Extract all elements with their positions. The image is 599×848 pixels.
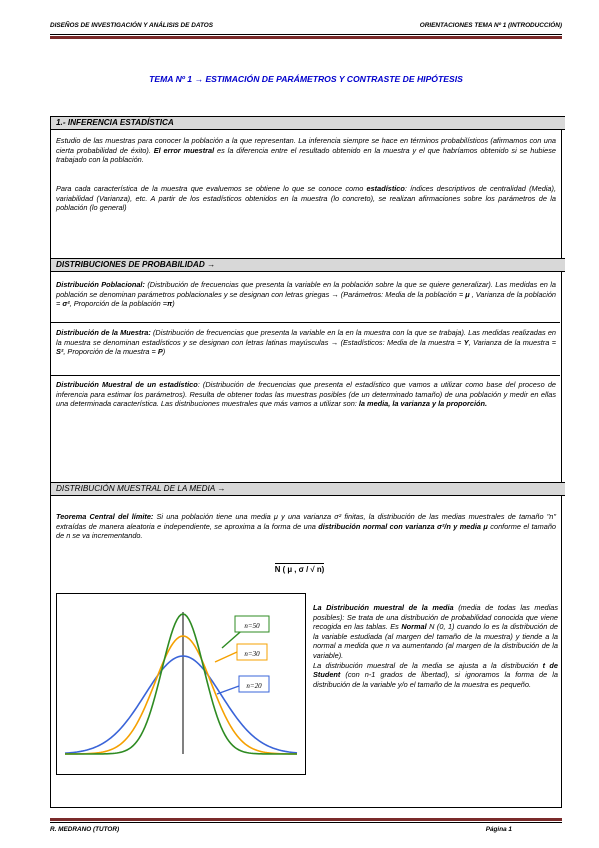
label-n50-group (222, 616, 269, 648)
formula-text: N ( μ , σ / √ n) (274, 565, 325, 574)
label-n20: n=20 (246, 682, 262, 690)
page-title: TEMA Nº 1 → ESTIMACIÓN DE PARÁMETROS Y CONTRASTE DE HIPÓTESIS (149, 74, 463, 84)
header-right: ORIENTACIONES TEMA Nº 1 (INTRODUCCIÓN) (419, 22, 562, 29)
paragraph-poblacional: Distribución Poblacional: (Distribución de frecuencias que presenta la variable en la población sobre la que se quiere generalizar). Las medidas en la población se denominan parámetros poblacionales y se designan con letras griegas → (Parámetros: Media de la población = μ , Varianza de la población = σ², Proporción de la población =π) (56, 280, 556, 309)
footer-rule-accent (50, 818, 562, 821)
paragraph-muestral: Distribución Muestral de un estadístico: (Distribución de frecuencias que presenta el estadístico que vamos a utilizar como base del proceso de inferencia para estimar los parámetros). Resulta de obtener todas las muestras posibles (de un determinado tamaño) de una población y medir en ellas una determinada característica. Las distribuciones muestrales que más vamos a utilizar son: la media, la varianza y la proporción. (56, 380, 556, 409)
footer-rule (50, 822, 562, 823)
divider (51, 322, 560, 323)
paragraph-inferencia: Estudio de las muestras para conocer la población a la que representan. La inferencia siempre se hace en términos probabilísticos (afirmamos con una cierta probabilidad de éxito). El error muestral es la diferencia entre el resultado obtenido en la muestra y el que habríamos obtenido si se hubiese trabajado con la población. (56, 136, 556, 165)
header-rule-accent (50, 36, 562, 39)
formula (0, 565, 599, 574)
header-rule (50, 34, 562, 35)
paragraph-muestra: Distribución de la Muestra: (Distribución de frecuencias que presenta la variable en la en la muestra con la que se trabaja). Las medidas realizadas en la muestra se denominan estadísticos y se designan con letras latinas mayúsculas → (Estadísticos: Media de la muestra = Y, Varianza de la muestra = S², Proporción de la muestra = P) (56, 328, 557, 357)
paragraph-teorema: Teorema Central del límite: Si una población tiene una media μ y una varianza σ² finitas, la distribución de las medias muestrales de tamaño "n" extraídas de manera aleatoria e independiente, se aproxima a la forma de una distribución normal con varianza σ²/n y media μ conforme el tamaño de n se va incrementando. (56, 512, 556, 541)
footer-left: R. MEDRANO (TUTOR) (50, 826, 120, 833)
pointer-n30 (215, 652, 237, 662)
paragraph-distribucion-media: La Distribución muestral de la media (media de todas las medias posibles): Se trata de una distribución de probabilidad conocida que viene recogida en las tablas. Es Normal N (0, 1) cuando lo es la distribución de la variable estudiada (al margen del tamaño de la muestra) y tiende a la normal a medida que n va aumentando (al margen de la distribución de la variable). La distribución muestral de la media se ajusta a la distribución t de Student (con n-1 grados de libertad), si ignoramos la forma de la distribución de la variable y/o el tamaño de la muestra es pequeño. (313, 603, 559, 689)
pointer-n20 (217, 686, 239, 694)
normal-curves-svg (57, 594, 305, 774)
header-left: DISEÑOS DE INVESTIGACIÓN Y ANÁLISIS DE DATOS (50, 22, 213, 29)
label-n20-group (217, 676, 269, 694)
section-inferencia: 1.- INFERENCIA ESTADÍSTICA (51, 116, 565, 130)
curve-n20 (65, 656, 297, 753)
paragraph-estadistico: Para cada característica de la muestra que evaluemos se obtiene lo que se conoce como estadístico: índices descriptivos de centralidad (Media), variabilidad (Varianza), etc. A partir de los estadísticos obtenidos en la muestra (lo concreto), se realizan afirmaciones sobre los parámetros de la población (lo general) (56, 184, 557, 213)
label-n30: n=30 (244, 650, 260, 658)
normal-distributions-figure (56, 593, 306, 775)
footer-page: Página 1 (485, 826, 512, 833)
section-distribuciones: DISTRIBUCIONES DE PROBABILIDAD → (51, 258, 565, 272)
section-distribucion-media: DISTRIBUCIÓN MUESTRAL DE LA MEDIA → (51, 482, 565, 496)
label-n50: n=50 (244, 622, 260, 630)
divider (51, 375, 560, 376)
